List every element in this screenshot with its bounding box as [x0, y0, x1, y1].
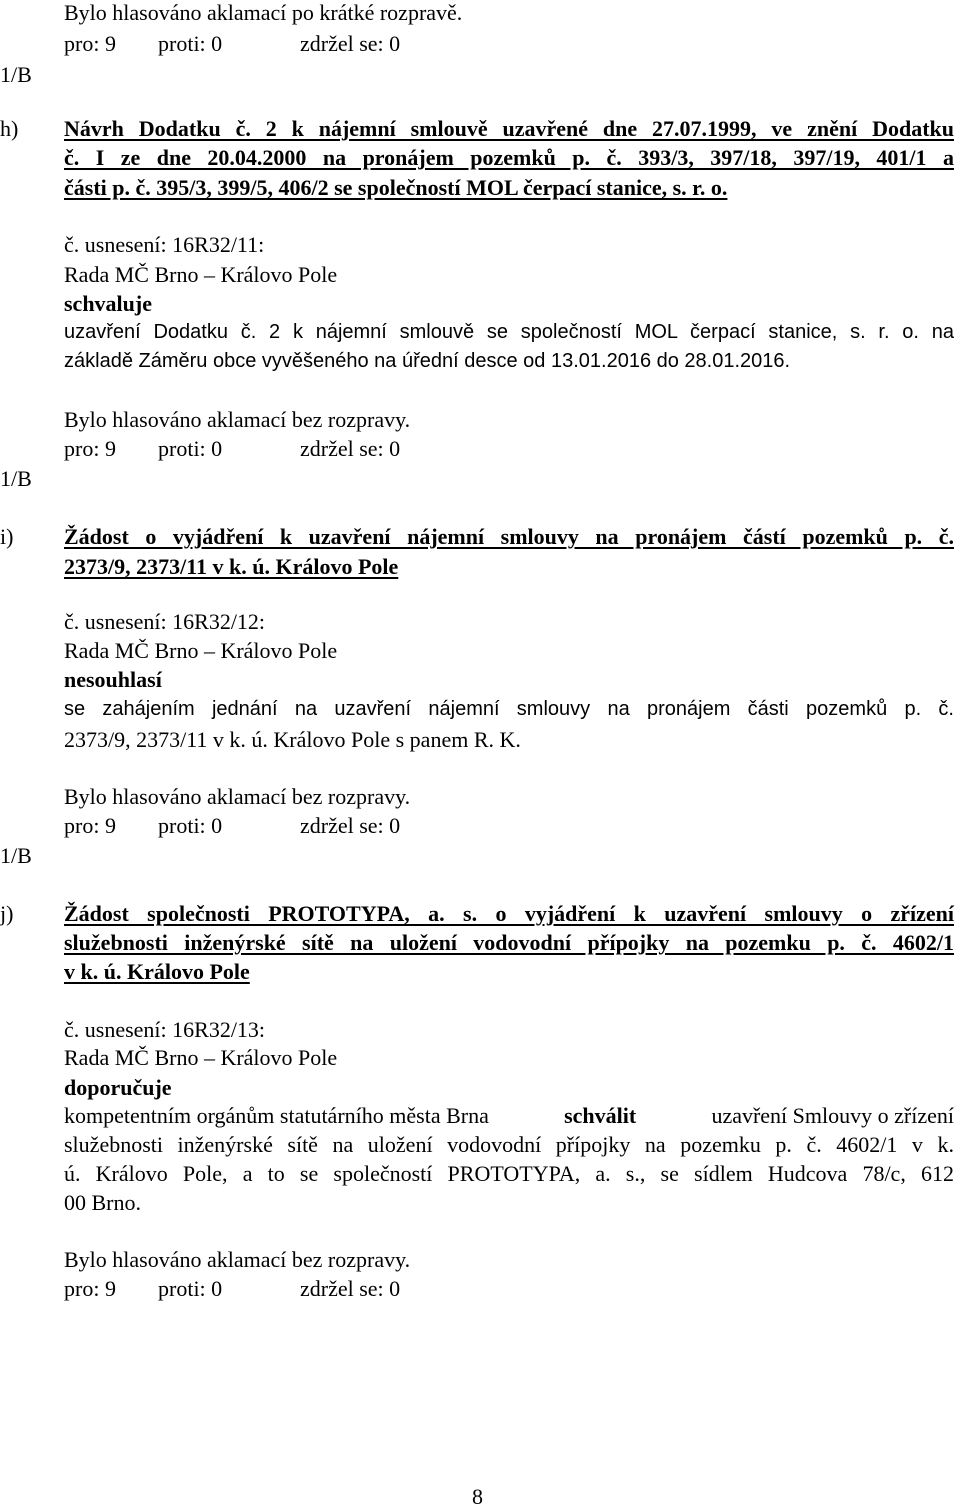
- voting-note: Bylo hlasováno aklamací bez rozpravy.: [64, 1247, 411, 1272]
- resolution-text-line: 2373/9, 2373/11 v k. ú. Královo Pole s panem R. K.: [64, 727, 521, 752]
- voting-note: Bylo hlasováno aklamací bez rozpravy.: [64, 784, 411, 809]
- item-letter: j): [0, 901, 14, 926]
- item-code: 1/B: [0, 62, 32, 87]
- resolution-verb: doporučuje: [64, 1075, 172, 1100]
- vote-pro: pro: 9: [64, 31, 116, 56]
- item-title-line: v k. ú. Královo Pole: [64, 959, 250, 984]
- vote-zdrzel: zdržel se: 0: [300, 813, 401, 838]
- item-letter: i): [0, 524, 14, 549]
- resolution-number: č. usnesení: 16R32/12:: [64, 609, 266, 634]
- item-code: 1/B: [0, 843, 32, 868]
- item-title-line: č. I ze dne 20.04.2000 na pronájem pozemků p. č. 393/3, 397/18, 397/19, 401/1 a: [64, 145, 954, 170]
- resolution-number: č. usnesení: 16R32/11:: [64, 232, 265, 257]
- item-letter: h): [0, 116, 19, 141]
- resolution-verb: nesouhlasí: [64, 667, 162, 692]
- item-title-line: Žádost společnosti PROTOTYPA, a. s. o vyjádření k uzavření smlouvy o zřízení: [64, 901, 954, 926]
- resolution-verb: schvaluje: [64, 291, 152, 316]
- vote-zdrzel: zdržel se: 0: [300, 31, 401, 56]
- item-title-line: Návrh Dodatku č. 2 k nájemní smlouvě uzavřené dne 27.07.1999, ve znění Dodatku: [64, 116, 954, 141]
- item-title-line: části p. č. 395/3, 399/5, 406/2 se společností MOL čerpací stanice, s. r. o.: [64, 175, 728, 200]
- vote-zdrzel: zdržel se: 0: [300, 1276, 401, 1301]
- page-number: 8: [472, 1484, 483, 1509]
- item-code: 1/B: [0, 466, 32, 491]
- voting-note: Bylo hlasováno aklamací po krátké rozpravě.: [64, 0, 463, 25]
- council-name: Rada MČ Brno – Královo Pole: [64, 1045, 338, 1070]
- resolution-text-line: 00 Brno.: [64, 1190, 141, 1215]
- resolution-text-line: se zahájením jednání na uzavření nájemní smlouvy na pronájem části pozemků p. č.: [64, 698, 954, 720]
- vote-pro: pro: 9: [64, 436, 116, 461]
- item-title-line: Žádost o vyjádření k uzavření nájemní smlouvy na pronájem částí pozemků p. č.: [64, 524, 954, 549]
- vote-zdrzel: zdržel se: 0: [300, 436, 401, 461]
- council-name: Rada MČ Brno – Královo Pole: [64, 638, 338, 663]
- resolution-text-part: kompetentním orgánům statutárního města Brna: [64, 1103, 489, 1128]
- vote-proti: proti: 0: [158, 1276, 223, 1301]
- resolution-text-line: základě Záměru obce vyvěšeného na úřední desce od 13.01.2016 do 28.01.2016.: [64, 350, 791, 372]
- resolution-number: č. usnesení: 16R32/13:: [64, 1017, 266, 1042]
- council-name: Rada MČ Brno – Královo Pole: [64, 262, 338, 287]
- item-title-line: služebnosti inženýrské sítě na uložení vodovodní přípojky na pozemku p. č. 4602/1: [64, 930, 954, 955]
- resolution-text-line: ú. Královo Pole, a to se společností PROTOTYPA, a. s., se sídlem Hudcova 78/c, 612: [64, 1161, 954, 1186]
- resolution-text-part: uzavření Smlouvy o zřízení: [711, 1103, 954, 1128]
- resolution-text-line: uzavření Dodatku č. 2 k nájemní smlouvě se společností MOL čerpací stanice, s. r. o. na: [64, 321, 954, 343]
- vote-pro: pro: 9: [64, 813, 116, 838]
- voting-note: Bylo hlasováno aklamací bez rozpravy.: [64, 407, 411, 432]
- resolution-text-line: [64, 1105, 954, 1127]
- vote-pro: pro: 9: [64, 1276, 116, 1301]
- vote-proti: proti: 0: [158, 813, 223, 838]
- vote-proti: proti: 0: [158, 31, 223, 56]
- item-title-line: 2373/9, 2373/11 v k. ú. Královo Pole: [64, 554, 399, 579]
- resolution-text-line: služebnosti inženýrské sítě na uložení vodovodní přípojky na pozemku p. č. 4602/1 v k.: [64, 1132, 954, 1157]
- vote-proti: proti: 0: [158, 436, 223, 461]
- resolution-text-bold: schválit: [564, 1103, 637, 1128]
